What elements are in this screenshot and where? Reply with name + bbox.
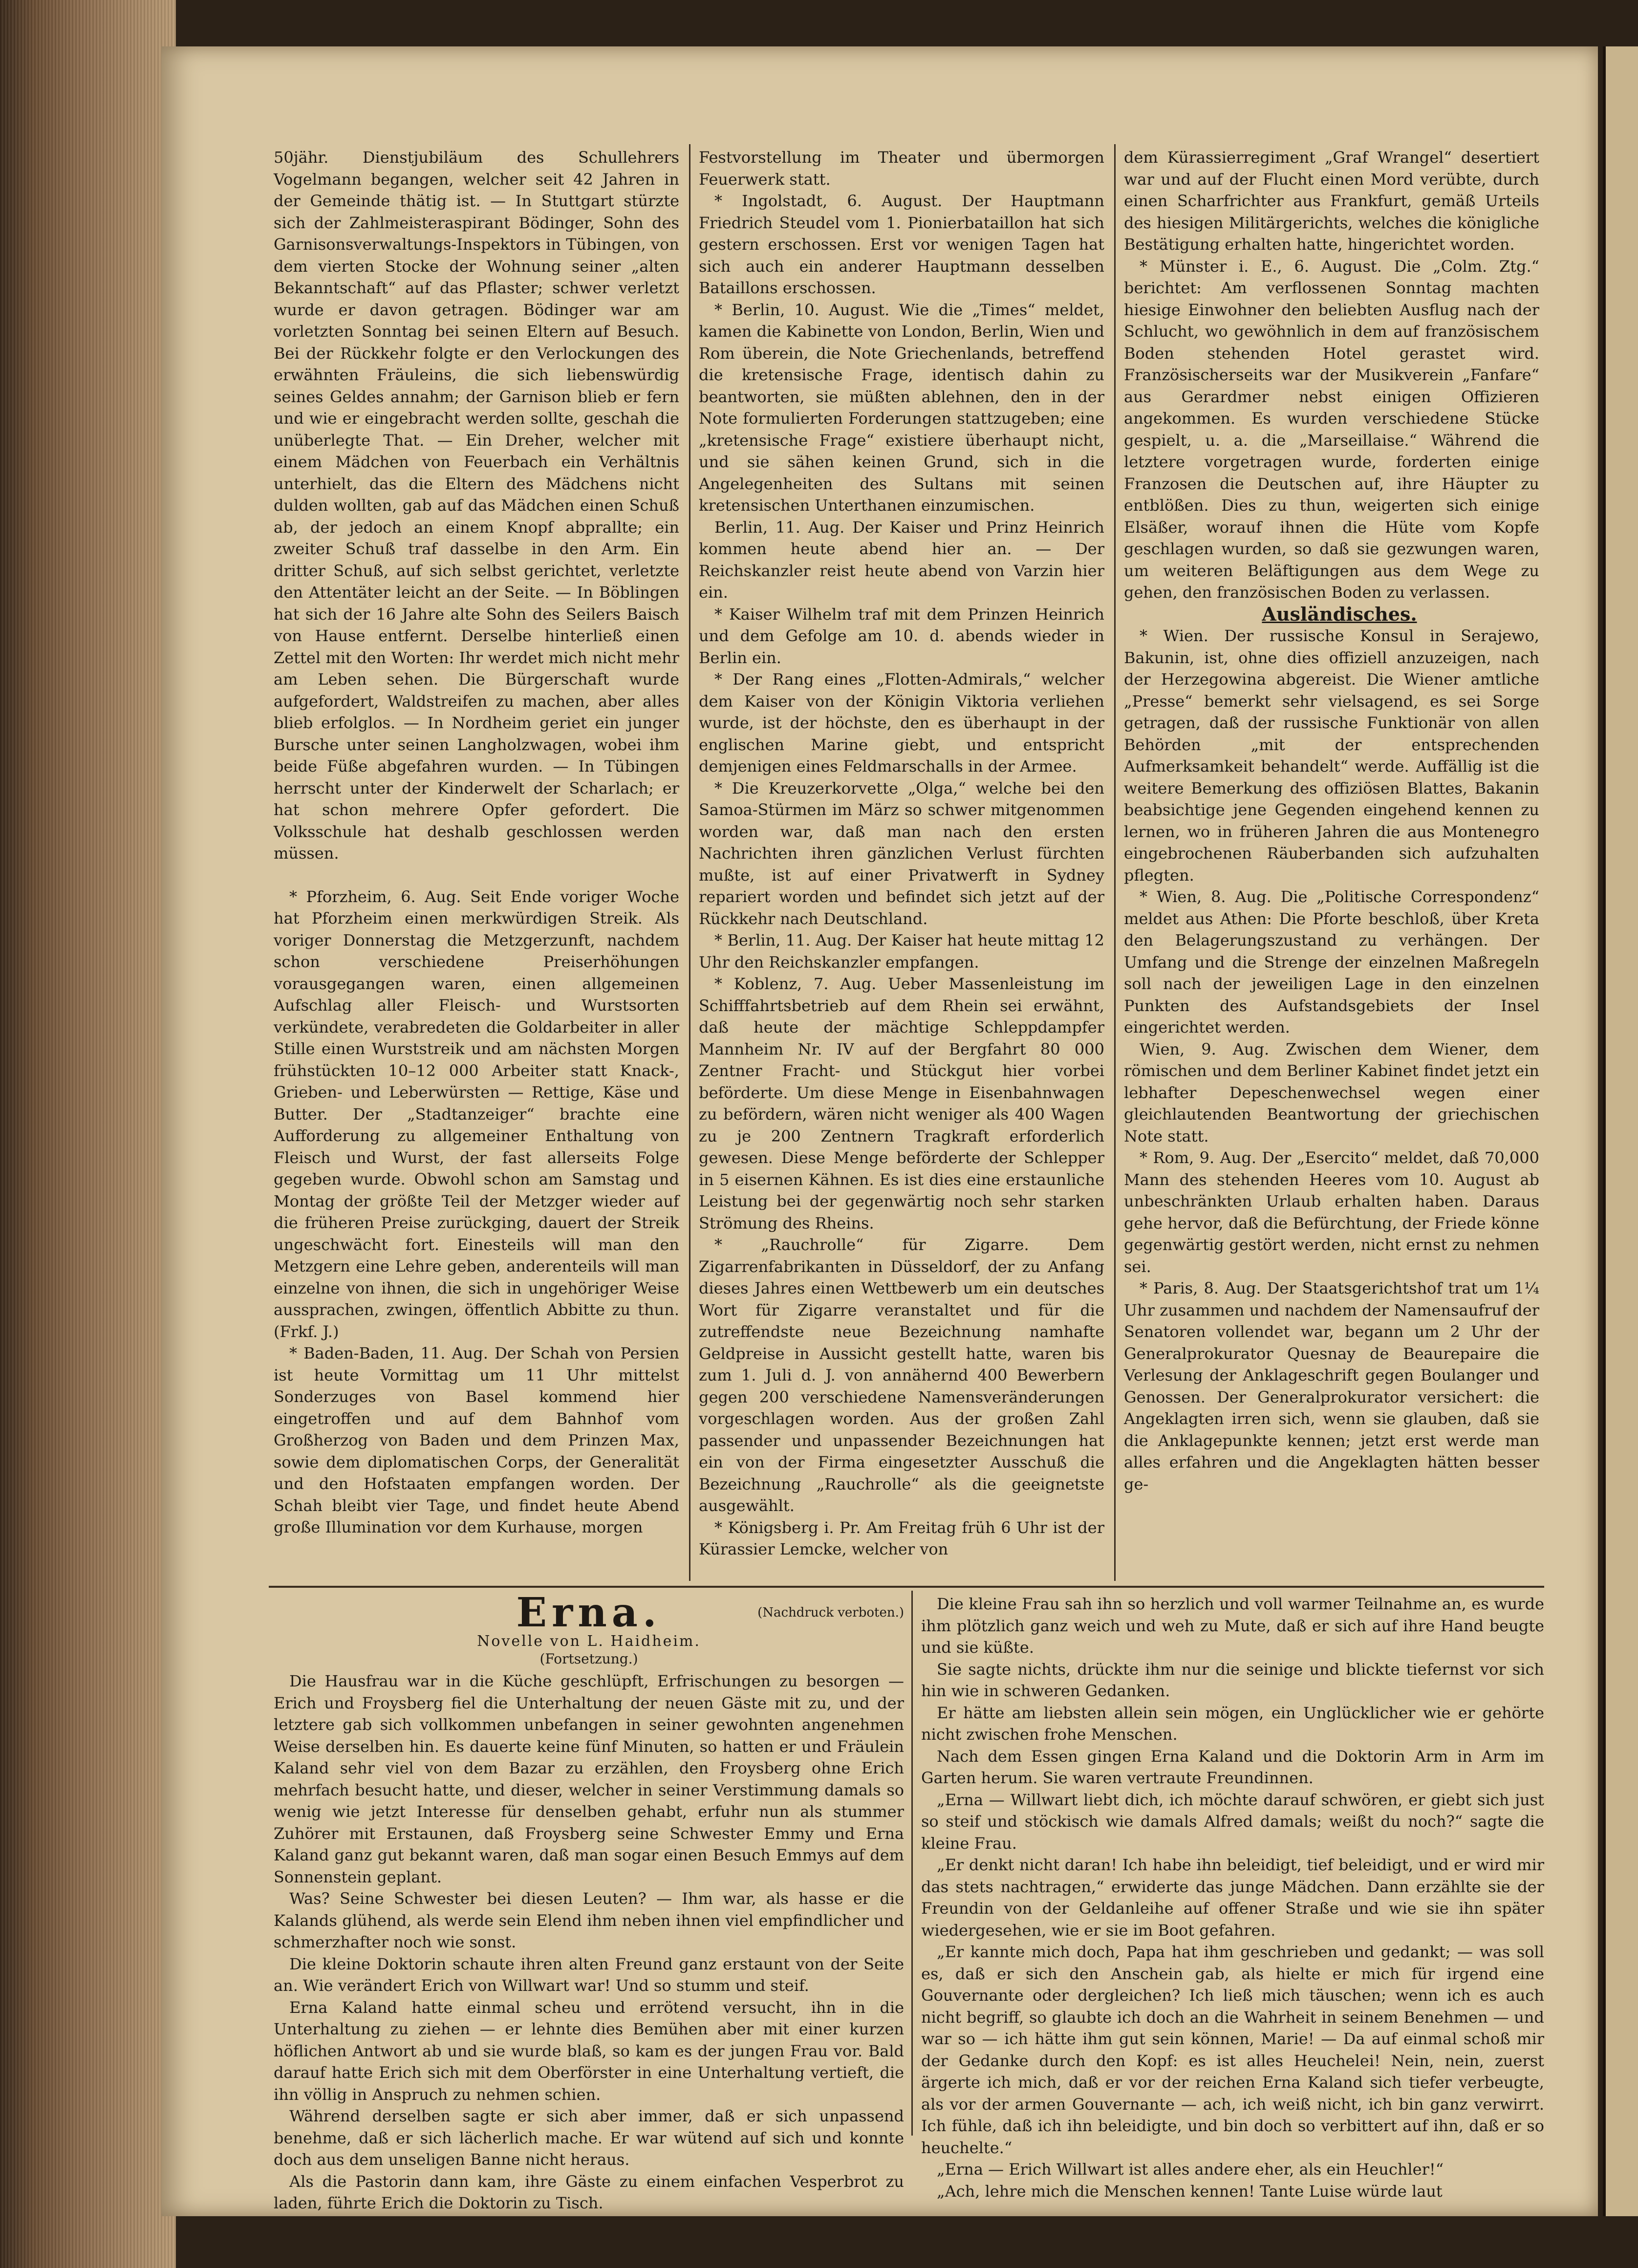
serial-paragraph: Er hätte am liebsten allein sein mögen, ein Unglücklicher wie er gehörte nicht zwischen frohe Menschen. [921,1703,1544,1744]
article-paragraph: * Der Rang eines „Flotten-Admirals,“ welcher dem Kaiser von der Königin Viktoria verliehen wurde, ist der höchste, den es überhaupt in der englischen Marine giebt, und entspricht demjenigen eines Feldmarschalls in der Armee. [699,670,1104,776]
article-paragraph: Berlin, 11. Aug. Der Kaiser und Prinz Heinrich kommen heute abend hier an. — Der Reichskanzler reist heute abend von Varzin hier ein. [699,518,1104,602]
serial-paragraph: „Er kannte mich doch, Papa hat ihm geschrieben und gedankt; — was soll es, daß er sich den Anschein gab, als hielte er mich für irgend eine Gouvernante oder dergleichen? Ich ließ mich täuschen; wenn ich es auch nicht begriff, so glaubte ich doch an die Wahrheit in seinem Benehmen — und war so — ich hätte ihm gut sein können, Marie! — Da auf einmal schoß mir der Gedanke durch den Kopf: es ist alles Heuchelei! Nein, nein, zuerst ärgerte ich mich, daß er vor der reichen Erna Kaland sich tiefer verbeugte, als vor der armen Gouvernante — ach, ich weiß nicht, ich bin ganz verwirrt. Ich fühle, daß ich ihn beleidigte, und bin doch so verbittert auf ihn, daß er so heuchelte.“ [921,1943,1544,2157]
article-paragraph: * Wien, 8. Aug. Die „Politische Correspondenz“ meldet aus Athen: Die Pforte beschloß, über Kreta den Belagerungszustand zu verhängen. Der Umfang und die Strenge der einzelnen Maßregeln soll nach der jeweiligen Lage in den einzelnen Punkten des Aufstandsgebiets der Insel eingerichtet werden. [1124,887,1539,1037]
serial-paragraph: „Erna — Willwart liebt dich, ich möchte darauf schwören, er giebt sich just so steif und stöckisch wie damals Alfred damals; weißt du noch?“ sagte die kleine Frau. [921,1790,1544,1853]
column-2 [699,147,1104,1578]
serial-paragraph: Erna Kaland hatte einmal scheu und errötend versucht, ihn in die Unterhaltung zu ziehen — er lehnte dies Bemühen aber mit einer kurzen höflichen Antwort ab und sie wurde blaß, so kam es der jungen Frau vor. Bald darauf hatte Erich sich mit dem Oberförster in eine Unterhaltung vertieft, die ihn völlig in Anspruch zu nehmen schien. [274,1998,904,2104]
serial-paragraph: Nach dem Essen gingen Erna Kaland und die Doktorin Arm in Arm im Garten herum. Sie waren vertraute Freundinnen. [921,1747,1544,1787]
column-3 [1124,147,1539,1578]
article-paragraph: * Ingolstadt, 6. August. Der Hauptmann Friedrich Steudel vom 1. Pionierbataillon hat sich gestern erschossen. Erst vor wenigen Tagen hat sich auch ein anderer Hauptmann desselben Bataillons erschossen. [699,192,1104,297]
article-paragraph: * Kaiser Wilhelm traf mit dem Prinzen Heinrich und dem Gefolge am 10. d. abends wieder in Berlin ein. [699,605,1104,667]
serial-paragraph: „Er denkt nicht daran! Ich habe ihn beleidigt, tief beleidigt, und er wird mir das stets nachtragen,“ erwiderte das junge Mädchen. Dann erzählte sie der Freundin von der Geldanleihe auf offener Straße und wie sie ihn später wiedergesehen, wie er sie im Boot gefahren. [921,1856,1544,1940]
serial-continuation: (Fortsetzung.) [539,1651,638,1667]
article-paragraph: * Wien. Der russische Konsul in Serajewo, Bakunin, ist, ohne dies offiziell anzuzeigen, nach der Herzegowina abgereist. Die Wiener amtliche „Presse“ bemerkt sehr vielsagend, es sei Sorge getragen, daß der russische Funktionär von allen Behörden „mit der entsprechenden Aufmerksamkeit behandelt“ werde. Auffällig ist die weitere Bemerkung des offiziösen Blattes, Bakanin beabsichtige jene Gegenden eingehend kennen zu lernen, wo in früheren Jahren die aus Montenegro eingebrochenen Räuberbanden sich aufzuhalten pflegten. [1124,626,1539,885]
serial-paragraph: Die kleine Doktorin schaute ihren alten Freund ganz erstaunt von der Seite an. Wie verändert Erich von Willwart war! Und so stumm und steif. [274,1954,904,1995]
feuilleton-divider [269,1586,1544,1588]
article-paragraph: Festvorstellung im Theater und übermorgen Feuerwerk statt. [699,148,1104,189]
article-paragraph: * Berlin, 10. August. Wie die „Times“ meldet, kamen die Kabinette von London, Berlin, Wien und Rom überein, die Note Griechenlands, betreffend die kretensische Frage, identisch dahin zu beantworten, sie müßten ablehnen, den in der Note formulierten Forderungen stattzugeben; eine „kretensische Frage“ existiere überhaupt nicht, und sie sähen keinen Grund, sich in die Angelegenheiten des Sultans mit seinen kretensischen Unterthanen einzumischen. [699,300,1104,515]
serial-paragraph: Die Hausfrau war in die Küche geschlüpft, Erfrischungen zu besorgen — Erich und Froysberg fiel die Unterhaltung der neuen Gäste mit zu, und der letztere gab sich vollkommen unbefangen in seiner gewohnten angenehmen Weise derselben hin. Es dauerte keine fünf Minuten, so hatten er und Fräulein Kaland sehr viel von dem Bazar zu erzählen, den Froysberg ohne Erich mehrfach besucht hatte, und dieser, welcher in seiner Verstimmung damals so wenig wie jetzt Interesse für denselben gehabt, erfuhr nun als stummer Zuhörer mit Erstaunen, daß Froysberg seine Schwester Emmy und Erna Kaland ganz gut bekannt waren, daß man sogar einen Besuch Emmys auf dem Sonnenstein geplant. [274,1672,904,1886]
serial-paragraph: „Ach, lehre mich die Menschen kennen! Tante Luise würde laut [937,2182,1443,2201]
article-paragraph: * Königsberg i. Pr. Am Freitag früh 6 Uhr ist der Kürassier Lemcke, welcher von [699,1518,1104,1558]
column-rule [1114,144,1116,1581]
serial-column-rule [911,1591,913,2136]
newspaper-page [161,46,1598,2216]
reprint-note: (Nachdruck verboten.) [757,1605,904,1620]
article-paragraph: 50jähr. Dienstjubiläum des Schullehrers Vogelmann begangen, welcher seit 42 Jahren in der Gemeinde thätig ist. — In Stuttgart stürzte sich der Zahlmeisteraspirant Bödinger, Sohn des Garnisonsverwaltungs-Inspektors in Tübingen, von dem vierten Stocke der Wohnung seiner „alten Bekanntschaft“ auf das Pflaster; schwer verletzt wurde er davon getragen. Bödinger war am vorletzten Sonntag bei seinen Eltern auf Besuch. Bei der Rückkehr folgte er den Verlockungen des erwähnten Fräuleins, die sich liebenswürdig seines Geldes annahm; der Garnison blieb er fern und wie er eingebracht werden sollte, geschah die unüberlegte That. — Ein Dreher, welcher mit einem Mädchen von Feuerbach ein Verhältnis unterhielt, das die Eltern des Mädchens nicht dulden wollten, gab auf das Mädchen einen Schuß ab, der jedoch an einem Knopf abprallte; ein zweiter Schuß traf dasselbe in den Arm. Ein dritter Schuß, auf sich selbst gerichtet, verletzte den Attentäter leicht an der Seite. — In Böblingen hat sich der 16 Jahre alte Sohn des Seilers Baisch von Hause entfernt. Derselbe hinterließ einen Zettel mit den Worten: Ihr werdet mich nicht mehr am Leben sehen. Die Bürgerschaft wurde aufgefordert, Waldstreifen zu machen, aber alles blieb erfolglos. — In Nordheim geriet ein junger Bursche unter seinen Langholzwagen, wobei ihm beide Füße abgefahren wurden. — In Tübingen herrscht unter der Kinderwelt der Scharlach; er hat schon mehrere Opfer gefordert. Die Volksschule hat deshalb geschlossen werden müssen. [274,148,679,863]
serial-left-column [274,1589,904,2212]
adjacent-page-edge [1603,46,1638,2216]
article-paragraph: dem Kürassierregiment „Graf Wrangel“ desertiert war und auf der Flucht einen Mord verübte, durch einen Scharfrichter aus Frankfurt, gemäß Urteils des hiesigen Militärgerichts, welches die königliche Bestätigung erhalten hatte, hingerichtet worden. [1124,148,1539,254]
serial-right-column [921,1593,1544,2201]
serial-paragraph: Was? Seine Schwester bei diesen Leuten? — Ihm war, als hasse er die Kalands glühend, als werde sein Elend ihm neben ihnen viel empfindlicher und schmerzhafter noch wie sonst. [274,1889,904,1951]
article-paragraph: * „Rauchrolle“ für Zigarre. Dem Zigarrenfabrikanten in Düsseldorf, der zu Anfang dieses Jahres einen Wettbewerb um ein deutsches Wort für Zigarre veranstaltet und für die zutreffendste neue Bezeichnung namhafte Geldpreise in Aussicht gestellt hatte, waren bis zum 1. Juli d. J. von annähernd 400 Bewerbern gegen 200 verschiedene Namensveränderungen vorgeschlagen worden. Aus der großen Zahl passender und unpassender Bezeichnungen hat ein von der Firma eingesetzter Ausschuß die Bezeichnung „Rauchrolle“ als die geeignetste ausgewählt. [699,1235,1104,1515]
serial-subtitle: Novelle von L. Haidheim. [477,1633,701,1650]
serial-paragraph: Während derselben sagte er sich aber immer, daß er sich unpassend benehme, daß er sich lächerlich mache. Er war wütend auf sich und konnte doch aus dem unseligen Banne nicht heraus. [274,2107,904,2169]
column-rule [689,144,690,1581]
column-1 [274,147,679,1578]
article-paragraph: * Rom, 9. Aug. Der „Esercito“ meldet, daß 70,000 Mann des stehenden Heeres vom 10. August ab unbeschränkten Urlaub erhalten haben. Daraus gehe hervor, daß die Befürchtung, der Friede könne gegenwärtig gestört werden, nicht ernst zu nehmen sei. [1124,1148,1539,1276]
article-paragraph: * Baden-Baden, 11. Aug. Der Schah von Persien ist heute Vormittag um 11 Uhr mittelst Sonderzuges von Basel kommend hier eingetroffen und auf dem Bahnhof vom Großherzog von Baden und dem Prinzen Max, sowie dem diplomatischen Corps, der Generalität und den Hofstaaten empfangen worden. Der Schah bleibt vier Tage, und findet heute Abend große Illumination vor dem Kurhause, morgen [274,1344,679,1536]
article-paragraph: * Koblenz, 7. Aug. Ueber Massenleistung im Schifffahrtsbetrieb auf dem Rhein sei erwähnt, daß heute der mächtige Schleppdampfer Mannheim Nr. IV auf der Bergfahrt 80 000 Zentner Fracht- und Stückgut hier vorbei beförderte. Um diese Menge in Eisenbahnwagen zu befördern, wären nicht weniger als 400 Wagen zu je 200 Zentnern Tragkraft erforderlich gewesen. Diese Menge beförderte der Schlepper in 5 eisernen Kähnen. Es ist dies eine erstaunliche Leistung bei der gegenwärtig noch sehr starken Strömung des Rheins. [699,974,1104,1232]
article-paragraph: * Die Kreuzerkorvette „Olga,“ welche bei den Samoa-Stürmen im März so schwer mitgenommen worden war, daß man nach den ersten Nachrichten ihren gänzlichen Verlust fürchten mußte, ist auf einer Privatwerft in Sydney repariert worden und befindet sich jetzt auf der Rückkehr nach Deutschland. [699,778,1104,928]
article-paragraph: * Berlin, 11. Aug. Der Kaiser hat heute mittag 12 Uhr den Reichskanzler empfangen. [699,931,1104,972]
article-paragraph: Wien, 9. Aug. Zwischen dem Wiener, dem römischen und dem Berliner Kabinet findet jetzt ein lebhafter Depeschenwechsel wegen einer gleichlautenden Beantwortung der griechischen Note statt. [1124,1039,1539,1145]
serial-paragraph: „Erna — Erich Willwart ist alles andere eher, als ein Heuchler!“ [937,2160,1444,2179]
serial-paragraph: Als die Pastorin dann kam, ihre Gäste zu einem einfachen Vesperbrot zu laden, führte Erich die Doktorin zu Tisch. [274,2172,904,2212]
serial-paragraph: Die kleine Frau sah ihn so herzlich und voll warmer Teilnahme an, es wurde ihm plötzlich ganz weich und weh zu Mute, daß er sich auf ihre Hand beugte und sie küßte. [921,1595,1544,1657]
article-paragraph: * Paris, 8. Aug. Der Staatsgerichtshof trat um 1¼ Uhr zusammen und nachdem der Namensaufruf der Senatoren vollendet war, begann um 2 Uhr der Generalprokurator Quesnay de Beaurepaire die Verlesung der Anklageschrift gegen Boulanger und Genossen. Der Generalprokurator versichert: die Angeklagten irren sich, wenn sie glauben, daß sie die Anklagepunkte kennen; jetzt erst werde man alles erfahren und die Angeklagten hätten besser ge- [1124,1279,1539,1493]
serial-title: Erna. [516,1589,662,1636]
serial-paragraph: Sie sagte nichts, drückte ihm nur die seinige und blickte tiefernst vor sich hin wie in schweren Gedanken. [921,1660,1544,1700]
book-binding [0,0,176,2268]
serial-header [274,1589,904,1667]
section-heading: Ausländisches. [1262,603,1417,625]
article-paragraph: * Pforzheim, 6. Aug. Seit Ende voriger Woche hat Pforzheim einen merkwürdigen Streik. Als voriger Donnerstag die Metzgerzunft, nachdem schon verschiedene Preiserhöhungen vorausgegangen waren, einen allgemeinen Aufschlag aller Fleisch- und Wurstsorten verkündete, verabredeten die Goldarbeiter in aller Stille einen Wurststreik und am nächsten Morgen frühstückten 10–12 000 Arbeiter statt Knack-, Grieben- und Leberwürsten — Rettige, Käse und Butter. Der „Stadtanzeiger“ brachte eine Aufforderung zu allgemeiner Enthaltung von Fleisch und Wurst, der fast allerseits Folge gegeben wurde. Obwohl schon am Samstag und Montag der größte Teil der Metzger wieder auf die früheren Preise zurückging, dauert der Streik ungeschwächt fort. Einesteils will man den Metzgern eine Lehre geben, anderenteils will man einzelne von ihnen, die sich in ungehöriger Weise aussprachen, zwingen, öffentlich Abbitte zu thun. (Frkf. J.) [274,887,679,1341]
article-paragraph: * Münster i. E., 6. August. Die „Colm. Ztg.“ berichtet: Am verflossenen Sonntag machten hiesige Einwohner den beliebten Ausflug nach der Schlucht, wo gewöhnlich in dem auf französischem Boden stehenden Hotel gerastet wird. Französischerseits war der Musikverein „Fanfare“ aus Gerardmer nebst einigen Offizieren angekommen. Es wurden verschiedene Stücke gespielt, u. a. die „Marseillaise.“ Während die letztere vorgetragen wurde, forderten einige Franzosen die Deutschen auf, ihre Häupter zu entblößen. Dies zu thun, weigerten sich einige Elsäßer, worauf ihnen die Hüte vom Kopfe geschlagen wurden, so daß sie gezwungen waren, um weiteren Beläftigungen aus dem Wege zu gehen, den französischen Boden zu verlassen. [1124,257,1539,602]
